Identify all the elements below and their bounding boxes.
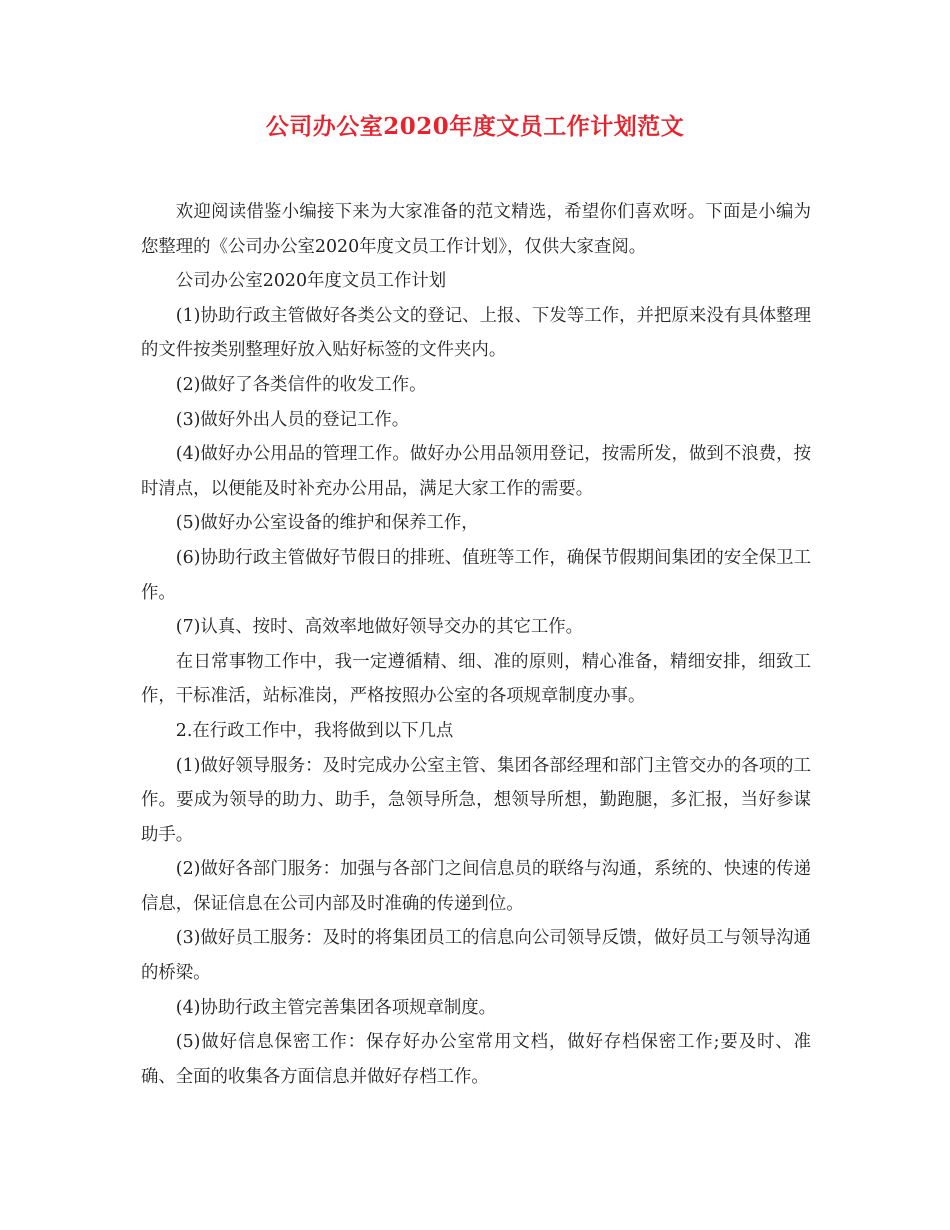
paragraph-item-1: (1)协助行政主管做好各类公文的登记、上报、下发等工作，并把原来没有具体整理的文件按类别整理好放入贴好标签的文件夹内。 — [141, 305, 811, 361]
paragraph-item-2: (2)做好了各类信件的收发工作。 — [175, 374, 427, 395]
paragraph-item-4: (4)做好办公用品的管理工作。做好办公用品领用登记，按需所发，做到不浪费，按时清点，以便能及时补充办公用品，满足大家工作的需要。 — [141, 444, 811, 499]
document-body — [141, 195, 811, 1094]
paragraph-item-6: (6)协助行政主管做好节假日的排班、值班等工作，确保节假期间集团的安全保卫工作。 — [141, 547, 811, 603]
paragraph-item-5: (5)做好办公室设备的维护和保养工作， — [175, 513, 479, 534]
paragraph-section-2-item-4: (4)协助行政主管完善集团各项规章制度。 — [175, 997, 497, 1018]
paragraph-intro: 欢迎阅读借鉴小编接下来为大家准备的范文精选，希望你们喜欢呀。下面是小编为您整理的《公司办公室2020年度文员工作计划》，仅供大家查阅。 — [141, 202, 811, 257]
paragraph-section-2-item-5: (5)做好信息保密工作：保存好办公室常用文档，做好存档保密工作;要及时、准确、全面的收集各方面信息并做好存档工作。 — [141, 1032, 811, 1087]
document-title: 公司办公室2020年度文员工作计划范文 — [265, 113, 685, 140]
paragraph-daily-work: 在日常事物工作中，我一定遵循精、细、准的原则，精心准备，精细安排，细致工作，干标准活，站标准岗，严格按照办公室的各项规章制度办事。 — [141, 651, 811, 707]
paragraph-section-2-heading: 2.在行政工作中，我将做到以下几点 — [175, 720, 454, 741]
paragraph-item-7: (7)认真、按时、高效率地做好领导交办的其它工作。 — [175, 617, 584, 638]
paragraph-item-3: (3)做好外出人员的登记工作。 — [175, 409, 410, 430]
paragraph-section-2-item-3: (3)做好员工服务：及时的将集团员工的信息向公司领导反馈，做好员工与领导沟通的桥梁。 — [141, 928, 811, 984]
paragraph-section-2-item-2: (2)做好各部门服务：加强与各部门之间信息员的联络与沟通，系统的、快速的传递信息，保证信息在公司内部及时准确的传递到位。 — [141, 859, 811, 914]
paragraph-subtitle: 公司办公室2020年度文员工作计划 — [175, 271, 447, 292]
paragraph-section-2-item-1: (1)做好领导服务：及时完成办公室主管、集团各部经理和部门主管交办的各项的工作。要成为领导的助力、助手，急领导所急，想领导所想，勤跑腿，多汇报，当好参谋助手。 — [141, 755, 811, 845]
